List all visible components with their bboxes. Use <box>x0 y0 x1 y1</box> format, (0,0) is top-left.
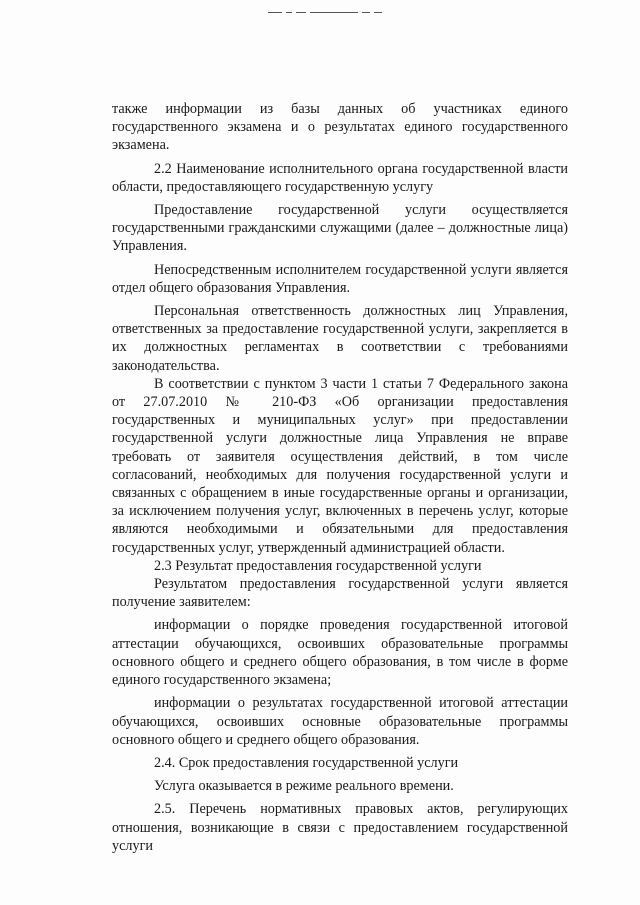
section-2-5-heading: 2.5. Перечень нормативных правовых актов, регулирующих отношения, возникающие в связи с предоставлением государственной услуги <box>112 801 568 854</box>
scan-header-mark <box>268 11 384 15</box>
section-2-3-heading: 2.3 Результат предоставления государственной услуги <box>154 557 482 574</box>
paragraph-exam-info: также информации из базы данных об участниках единого государственного экзамена и о результатах единого государственного экзамена. <box>112 101 568 154</box>
list-item-results-info: информации о результатах государственной итоговой аттестации обучающихся, освоивших основные образовательные программы основного общего и среднего общего образования. <box>112 695 568 748</box>
paragraph-federal-law: В соответствии с пунктом 3 части 1 статьи 7 Федерального закона от 27.07.2010 № 210-ФЗ «Об организации предоставления государственных и муниципальных услуг» при предоставлении государственной услуги должностные лица Управления не вправе требовать от заявителя осуществления действий, в том числе согласований, необходимых для получения государственной услуги и связанных с обращением в иные государственные органы и организации, за исключением получения услуг, включенных в перечень услуг, которые являются необходимыми и обязательными для предоставления государственных услуг, утвержденный администрацией области. <box>112 375 568 556</box>
paragraph-result: Результатом предоставления государственной услуги является получение заявителем: <box>112 576 568 611</box>
paragraph-direct-executor: Непосредственным исполнителем государственной услуги является отдел общего образования Управления. <box>112 261 568 296</box>
document-body <box>112 100 568 855</box>
paragraph-real-time: Услуга оказывается в режиме реального времени. <box>154 778 454 795</box>
list-item-procedure-info: информации о порядке проведения государственной итоговой аттестации обучающихся, освоивших образовательные программы основного общего и среднего общего образования, в том числе в форме единого государственного экзамена; <box>112 617 568 689</box>
paragraph-service-provision: Предоставление государственной услуги осуществляется государственными гражданскими служащими (далее – должностные лица) Управления. <box>112 202 568 255</box>
section-2-4-heading: 2.4. Срок предоставления государственной услуги <box>154 754 459 771</box>
section-2-2-heading: 2.2 Наименование исполнительного органа государственной власти области, предоставляющего государственную услугу <box>112 160 568 195</box>
paragraph-personal-responsibility: Персональная ответственность должностных лиц Управления, ответственных за предоставление государственной услуги, закрепляется в их должностных регламентах в соответствии с требованиями законодательства. <box>112 303 568 374</box>
